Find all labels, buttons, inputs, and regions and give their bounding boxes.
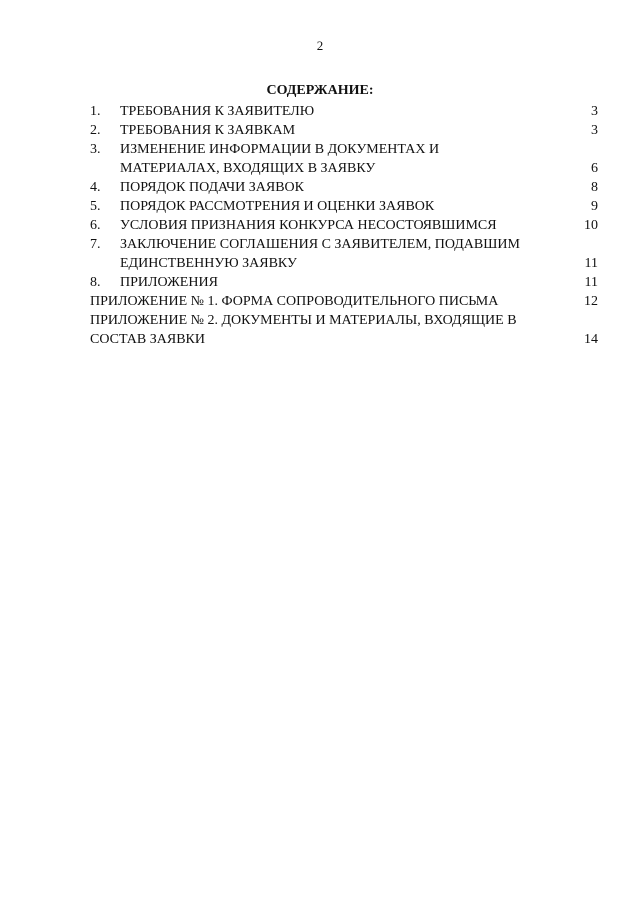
toc-appendix-title-line: СОСТАВ ЗАЯВКИ: [90, 332, 206, 347]
toc-appendix-title-line: ПРИЛОЖЕНИЕ № 2. ДОКУМЕНТЫ И МАТЕРИАЛЫ, ВХОДЯЩИЕ В: [90, 313, 517, 328]
toc-entry-number: 3.: [90, 142, 101, 157]
toc-entry-title-line: ПРИЛОЖЕНИЯ: [120, 275, 218, 290]
toc-entry-title: [120, 121, 574, 140]
toc-entry-6[interactable]: [90, 216, 598, 235]
toc-entry-title: [120, 178, 574, 197]
toc-entry-page: 3: [591, 123, 598, 138]
toc-entry-page: 11: [584, 256, 598, 271]
toc-entry-page: 8: [591, 180, 598, 195]
toc-appendix-2[interactable]: [90, 311, 598, 349]
toc-entry-title-line: ЗАКЛЮЧЕНИЕ СОГЛАШЕНИЯ С ЗАЯВИТЕЛЕМ, ПОДАВШИМ: [120, 237, 520, 252]
toc-appendix-page: 12: [584, 294, 598, 309]
toc-entry-number: 6.: [90, 218, 101, 233]
toc-entry-title: [120, 140, 574, 178]
toc-entry-title-line: ПОРЯДОК ПОДАЧИ ЗАЯВОК: [120, 180, 304, 195]
toc-appendix-title: [90, 292, 574, 311]
toc-appendix-1[interactable]: [90, 292, 598, 311]
toc-entry-title: [120, 197, 574, 216]
toc-entry-title: [120, 216, 574, 235]
toc-entry-page: 6: [591, 161, 598, 176]
toc-entry-title: [120, 235, 574, 273]
toc-entry-8[interactable]: [90, 273, 598, 292]
toc-entry-title-line: УСЛОВИЯ ПРИЗНАНИЯ КОНКУРСА НЕСОСТОЯВШИМСЯ: [120, 218, 497, 233]
toc-entry-title: [120, 273, 574, 292]
toc-title: СОДЕРЖАНИЕ:: [266, 83, 374, 98]
toc-entry-title-line: ТРЕБОВАНИЯ К ЗАЯВКАМ: [120, 123, 296, 138]
toc-entry-3[interactable]: [90, 140, 598, 178]
toc-entry-page: 10: [584, 218, 598, 233]
toc-entry-2[interactable]: [90, 121, 598, 140]
toc-entry-number: 5.: [90, 199, 101, 214]
toc-entry-title-line: ЕДИНСТВЕННУЮ ЗАЯВКУ: [120, 256, 297, 271]
toc-entry-5[interactable]: [90, 197, 598, 216]
toc-appendix-title-line: ПРИЛОЖЕНИЕ № 1. ФОРМА СОПРОВОДИТЕЛЬНОГО ПИСЬМА: [90, 294, 499, 309]
toc-entry-title-line: ПОРЯДОК РАССМОТРЕНИЯ И ОЦЕНКИ ЗАЯВОК: [120, 199, 435, 214]
toc-entry-number: 4.: [90, 180, 101, 195]
toc-entry-1[interactable]: [90, 102, 598, 121]
toc-entry-title-line: ИЗМЕНЕНИЕ ИНФОРМАЦИИ В ДОКУМЕНТАХ И: [120, 142, 440, 157]
toc-entry-title: [120, 102, 574, 121]
toc-appendix-title: [90, 311, 574, 349]
toc-entry-number: 1.: [90, 104, 101, 119]
toc-entry-page: 3: [591, 104, 598, 119]
table-of-contents: [90, 102, 598, 349]
toc-appendix-page: 14: [584, 332, 598, 347]
toc-entry-4[interactable]: [90, 178, 598, 197]
toc-entry-page: 9: [591, 199, 598, 214]
toc-entry-title-line: МАТЕРИАЛАХ, ВХОДЯЩИХ В ЗАЯВКУ: [120, 161, 376, 176]
toc-entry-number: 7.: [90, 237, 101, 252]
toc-entry-page: 11: [584, 275, 598, 290]
toc-entry-number: 2.: [90, 123, 101, 138]
toc-entry-7[interactable]: [90, 235, 598, 273]
toc-entry-title-line: ТРЕБОВАНИЯ К ЗАЯВИТЕЛЮ: [120, 104, 315, 119]
page-number: 2: [316, 38, 324, 53]
toc-entry-number: 8.: [90, 275, 101, 290]
